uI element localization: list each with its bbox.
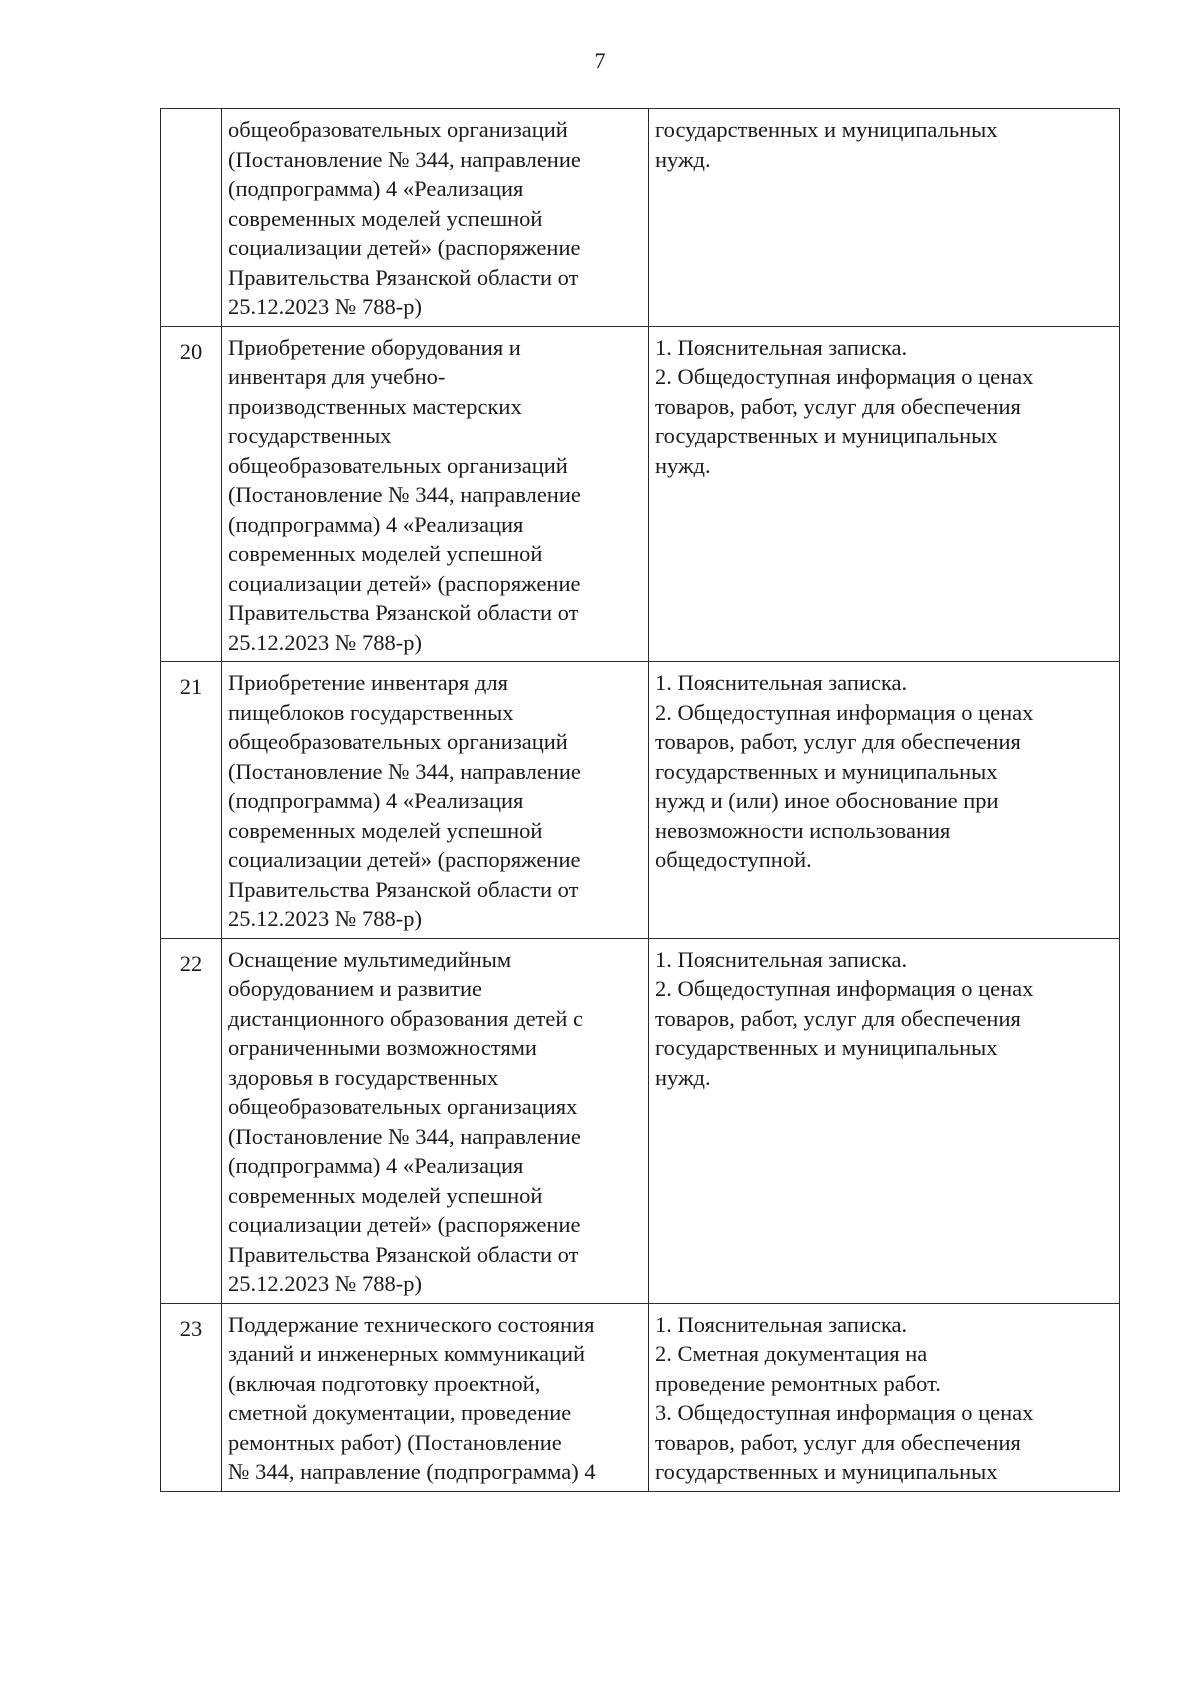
justification-doc-line: 2. Общедоступная информация о ценах	[655, 364, 1034, 389]
measure-name-line: (Постановление № 344, направление	[228, 482, 581, 507]
justification-doc-line: 1. Пояснительная записка.	[655, 670, 908, 695]
measure-name-line: пищеблоков государственных	[228, 699, 514, 725]
measure-name-cell	[222, 938, 649, 1303]
justification-doc-line: нужд.	[655, 146, 711, 172]
measure-name-line: современных моделей успешной	[228, 541, 543, 566]
measure-name-line: оборудованием и развитие	[228, 976, 482, 1001]
justification-doc-line: государственных и муниципальных	[655, 1035, 998, 1060]
justification-doc-line: невозможности использования	[655, 817, 951, 843]
measure-name-line: Приобретение оборудования и	[228, 334, 521, 360]
measure-name-line: (подпрограмма) 4 «Реализация	[228, 1153, 524, 1178]
measure-name-line: Оснащение мультимедийным	[228, 946, 512, 972]
row-number-cell: 22	[161, 938, 222, 1303]
measure-name-line: производственных мастерских	[228, 393, 522, 419]
measure-name-line: общеобразовательных организаций	[228, 117, 568, 142]
justification-doc-line: 2. Сметная документация на	[655, 1341, 928, 1366]
measure-name-line: зданий и инженерных коммуникаций	[228, 1341, 586, 1366]
measure-name-line: (подпрограмма) 4 «Реализация	[228, 176, 524, 201]
justification-doc-line: 3. Общедоступная информация о ценах	[655, 1400, 1034, 1425]
measure-name-line: Правительства Рязанской области от	[228, 600, 579, 625]
table-row	[161, 1303, 1120, 1491]
row-number-cell	[161, 109, 222, 327]
justification-doc-line: 1. Пояснительная записка.	[655, 1311, 908, 1337]
measure-name-line: современных моделей успешной	[228, 817, 543, 843]
justification-docs-cell	[649, 938, 1120, 1303]
justification-doc-line: нужд и (или) иное обоснование при	[655, 788, 999, 813]
justification-docs-cell	[649, 326, 1120, 662]
measure-name-line: 25.12.2023 № 788-р)	[228, 294, 422, 319]
justification-doc-line: 1. Пояснительная записка.	[655, 946, 908, 972]
justification-doc-line: 2. Общедоступная информация о ценах	[655, 699, 1034, 725]
justification-doc-line: государственных и муниципальных	[655, 758, 998, 784]
table-row	[161, 938, 1120, 1303]
table-row	[161, 662, 1120, 939]
measure-name-line: 25.12.2023 № 788-р)	[228, 906, 422, 931]
justification-doc-line: 2. Общедоступная информация о ценах	[655, 976, 1034, 1001]
justification-doc-line: 1. Пояснительная записка.	[655, 334, 908, 360]
measure-name-line: Правительства Рязанской области от	[228, 1241, 579, 1267]
justification-doc-line: товаров, работ, услуг для обеспечения	[655, 1429, 1021, 1455]
table-row	[161, 326, 1120, 662]
measure-name-line: ремонтных работ) (Постановление	[228, 1429, 562, 1455]
measure-name-line: социализации детей» (распоряжение	[228, 235, 581, 260]
measure-name-cell	[222, 326, 649, 662]
measure-name-line: дистанционного образования детей с	[228, 1005, 584, 1031]
table-body	[161, 109, 1120, 1492]
measure-name-line: общеобразовательных организаций	[228, 729, 568, 754]
measure-name-line: здоровья в государственных	[228, 1064, 499, 1090]
measure-name-line: (подпрограмма) 4 «Реализация	[228, 511, 524, 537]
measure-name-line: (Постановление № 344, направление	[228, 758, 581, 784]
measure-name-cell	[222, 1303, 649, 1491]
measure-name-line: социализации детей» (распоряжение	[228, 570, 581, 596]
measure-name-line: инвентаря для учебно-	[228, 364, 446, 389]
measure-name-line: № 344, направление (подпрограмма) 4	[228, 1459, 596, 1484]
measure-name-line: современных моделей успешной	[228, 205, 543, 231]
measure-name-line: государственных	[228, 423, 392, 448]
measure-name-line: (Постановление № 344, направление	[228, 1123, 581, 1149]
justification-doc-line: проведение ремонтных работ.	[655, 1370, 941, 1396]
justification-doc-line: товаров, работ, услуг для обеспечения	[655, 729, 1021, 754]
measure-name-line: (Постановление № 344, направление	[228, 146, 581, 172]
justification-doc-line: государственных и муниципальных	[655, 1459, 998, 1484]
measure-name-line: Приобретение инвентаря для	[228, 670, 508, 695]
row-number-cell: 20	[161, 326, 222, 662]
page-number: 7	[594, 48, 606, 73]
table-row	[161, 109, 1120, 327]
justification-doc-line: государственных и муниципальных	[655, 117, 998, 142]
justification-docs-cell	[649, 662, 1120, 939]
justification-docs-cell	[649, 109, 1120, 327]
justification-table	[160, 108, 1120, 1492]
measure-name-cell	[222, 109, 649, 327]
measure-name-line: (подпрограмма) 4 «Реализация	[228, 788, 524, 813]
justification-docs-cell	[649, 1303, 1120, 1491]
measure-name-line: Правительства Рязанской области от	[228, 264, 579, 290]
measure-name-line: общеобразовательных организациях	[228, 1094, 578, 1119]
measure-name-line: общеобразовательных организаций	[228, 452, 568, 478]
measure-name-line: социализации детей» (распоряжение	[228, 1212, 581, 1237]
measure-name-line: сметной документации, проведение	[228, 1400, 572, 1425]
measure-name-line: социализации детей» (распоряжение	[228, 847, 581, 872]
justification-doc-line: товаров, работ, услуг для обеспечения	[655, 1005, 1021, 1031]
measure-name-line: Правительства Рязанской области от	[228, 876, 579, 902]
row-number-cell: 21	[161, 662, 222, 939]
justification-doc-line: общедоступной.	[655, 847, 812, 872]
justification-doc-line: нужд.	[655, 452, 711, 478]
measure-name-line: 25.12.2023 № 788-р)	[228, 629, 422, 655]
measure-name-line: современных моделей успешной	[228, 1182, 543, 1208]
justification-doc-line: нужд.	[655, 1064, 711, 1090]
measure-name-line: ограниченными возможностями	[228, 1035, 537, 1060]
justification-doc-line: государственных и муниципальных	[655, 423, 998, 448]
measure-name-line: 25.12.2023 № 788-р)	[228, 1271, 422, 1296]
measure-name-cell	[222, 662, 649, 939]
measure-name-line: Поддержание технического состояния	[228, 1311, 595, 1337]
justification-doc-line: товаров, работ, услуг для обеспечения	[655, 393, 1021, 419]
measure-name-line: (включая подготовку проектной,	[228, 1370, 541, 1396]
row-number-cell: 23	[161, 1303, 222, 1491]
